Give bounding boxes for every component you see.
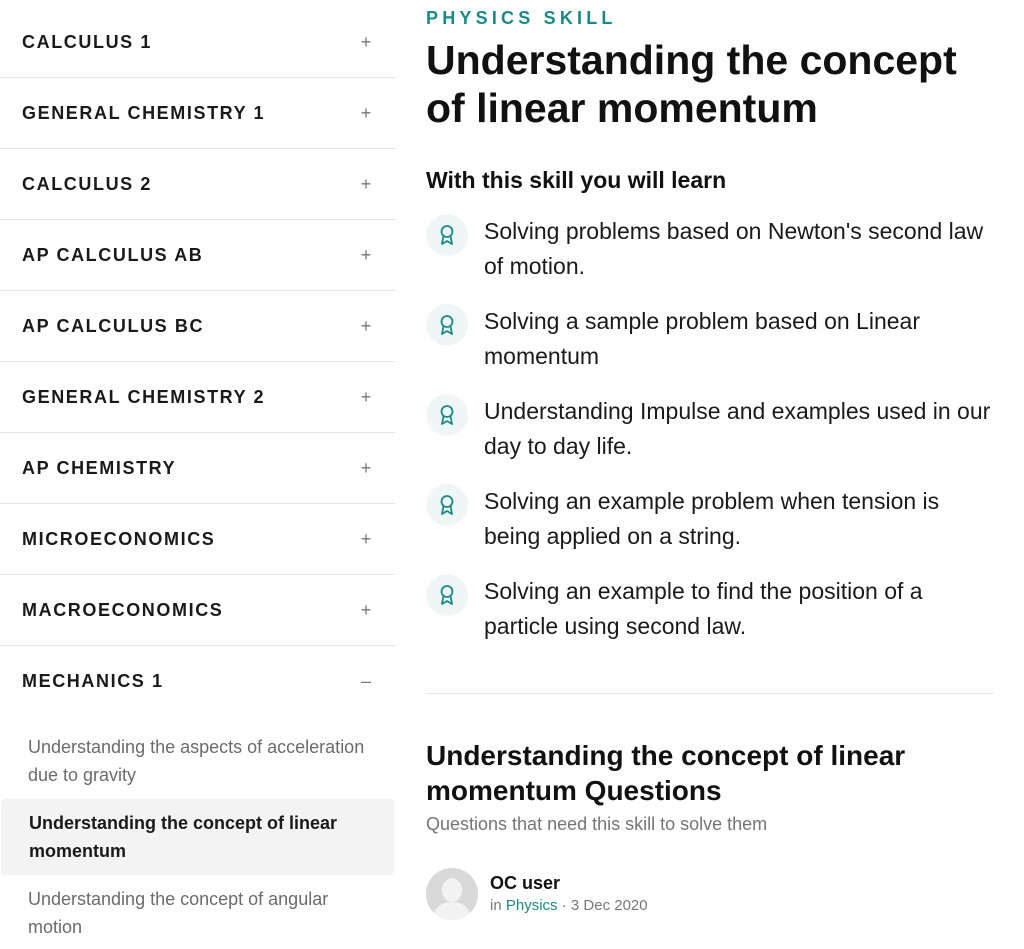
skill-link-acceleration-gravity[interactable]: Understanding the aspects of acceleration due to gravity bbox=[28, 737, 365, 785]
post-meta bbox=[490, 871, 648, 917]
expand-icon[interactable]: + bbox=[360, 386, 372, 407]
mechanics-1-skills bbox=[0, 717, 395, 949]
learn-item-text: Solving an example to find the position of a particle using second law. bbox=[484, 578, 923, 639]
course-title: GENERAL CHEMISTRY 2 bbox=[22, 386, 266, 407]
course-mechanics-1[interactable] bbox=[0, 646, 395, 717]
expand-icon[interactable]: + bbox=[360, 599, 372, 620]
questions-title: Understanding the concept of linear momentum Questions bbox=[426, 740, 906, 806]
course-title: AP CALCULUS BC bbox=[22, 315, 205, 336]
post-context bbox=[490, 895, 648, 917]
question-post-header bbox=[426, 868, 648, 920]
award-ribbon-icon bbox=[426, 304, 468, 346]
expand-icon[interactable]: + bbox=[360, 173, 372, 194]
expand-icon[interactable]: + bbox=[360, 244, 372, 265]
page-title: Understanding the concept of linear momentum bbox=[426, 37, 957, 131]
learn-item-text: Solving problems based on Newton's second law of motion. bbox=[484, 218, 984, 279]
skill-category-label: PHYSICS SKILL bbox=[426, 8, 617, 28]
learn-list bbox=[426, 214, 994, 664]
learn-item bbox=[426, 214, 994, 284]
expand-icon[interactable]: + bbox=[360, 32, 372, 52]
course-calculus-2[interactable] bbox=[0, 149, 395, 220]
course-general-chemistry-2[interactable] bbox=[0, 362, 395, 433]
learn-item-text: Solving an example problem when tension is being applied on a string. bbox=[484, 488, 940, 549]
course-title: MACROECONOMICS bbox=[22, 599, 224, 620]
learn-item-text: Solving a sample problem based on Linear momentum bbox=[484, 308, 920, 369]
course-title: AP CHEMISTRY bbox=[22, 457, 177, 478]
post-in-prefix: in bbox=[490, 897, 502, 914]
award-ribbon-icon bbox=[426, 574, 468, 616]
learn-item bbox=[426, 394, 994, 464]
course-title: MICROECONOMICS bbox=[22, 528, 216, 549]
course-general-chemistry-1[interactable] bbox=[0, 78, 395, 149]
post-date: · 3 Dec 2020 bbox=[561, 897, 648, 914]
expand-icon[interactable]: + bbox=[360, 315, 372, 336]
course-title: CALCULUS 2 bbox=[22, 173, 153, 194]
course-sidebar bbox=[0, 0, 395, 949]
course-ap-calculus-ab[interactable] bbox=[0, 220, 395, 291]
expand-icon[interactable]: + bbox=[360, 102, 372, 123]
expand-icon[interactable]: + bbox=[360, 457, 372, 478]
award-ribbon-icon bbox=[426, 214, 468, 256]
skill-link-linear-momentum[interactable]: Understanding the concept of linear momentum bbox=[1, 799, 394, 875]
course-ap-chemistry[interactable] bbox=[0, 433, 395, 504]
questions-subtitle: Questions that need this skill to solve them bbox=[426, 814, 768, 834]
post-username[interactable]: OC user bbox=[490, 873, 561, 893]
post-category-link[interactable]: Physics bbox=[505, 897, 558, 914]
learn-item bbox=[426, 304, 994, 374]
expand-icon[interactable]: + bbox=[360, 528, 372, 549]
learn-item bbox=[426, 574, 994, 644]
award-ribbon-icon bbox=[426, 394, 468, 436]
course-ap-calculus-bc[interactable] bbox=[0, 291, 395, 362]
award-ribbon-icon bbox=[426, 484, 468, 526]
avatar[interactable] bbox=[426, 868, 478, 920]
course-title: MECHANICS 1 bbox=[22, 671, 164, 691]
course-macroeconomics[interactable] bbox=[0, 575, 395, 646]
user-silhouette-icon bbox=[426, 868, 478, 920]
learn-heading: With this skill you will learn bbox=[426, 167, 727, 193]
course-title: AP CALCULUS AB bbox=[22, 244, 204, 265]
course-calculus-1[interactable] bbox=[0, 0, 395, 78]
learn-item-text: Understanding Impulse and examples used in our day to day life. bbox=[484, 398, 991, 459]
course-title: CALCULUS 1 bbox=[22, 32, 153, 52]
section-divider bbox=[426, 693, 994, 694]
collapse-icon[interactable]: – bbox=[360, 671, 371, 691]
course-title: GENERAL CHEMISTRY 1 bbox=[22, 102, 266, 123]
skill-link-angular-motion[interactable]: Understanding the concept of angular motion bbox=[28, 889, 329, 937]
course-microeconomics[interactable] bbox=[0, 504, 395, 575]
learn-item bbox=[426, 484, 994, 554]
